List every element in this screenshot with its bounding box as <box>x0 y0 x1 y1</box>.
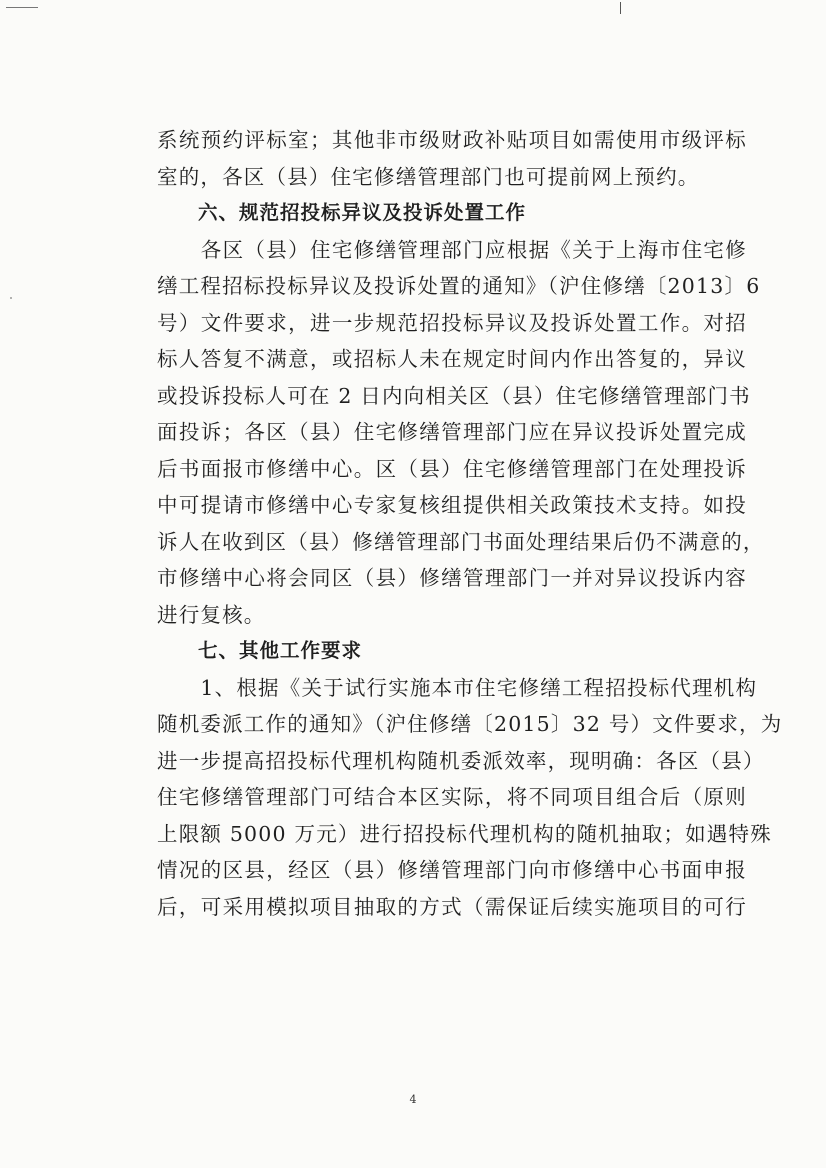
text-line: 情况的区县，经区（县）修缮管理部门向市修缮中心书面申报 <box>157 858 747 882</box>
text-line: 后书面报市修缮中心。区（县）住宅修缮管理部门在处理投诉 <box>157 456 747 481</box>
scan-mark <box>6 7 38 8</box>
text-line: 各区（县）住宅修缮管理部门应根据《关于上海市住宅修 <box>157 237 747 262</box>
text-line: 市修缮中心将会同区（县）修缮管理部门一并对异议投诉内容 <box>157 566 747 590</box>
text-line: 1、根据《关于试行实施本市住宅修缮工程招投标代理机构 <box>157 675 758 700</box>
text-line: 室的，各区（县）住宅修缮管理部门也可提前网上预约。 <box>157 164 700 189</box>
text-line: 上限额 5000 万元）进行招投标代理机构的随机抽取；如遇特殊 <box>157 821 772 846</box>
paragraph-section-7 <box>157 670 783 926</box>
text-line: 标人答复不满意，或招标人未在规定时间内作出答复的，异议 <box>157 347 747 371</box>
text-line: 住宅修缮管理部门可结合本区实际，将不同项目组合后（原则 <box>157 785 747 809</box>
text-line: 面投诉；各区（县）住宅修缮管理部门应在异议投诉处置完成 <box>157 420 747 444</box>
section-heading-7: 七、其他工作要求 <box>198 639 363 662</box>
text-line: 诉人在收到区（县）修缮管理部门书面处理结果后仍不满意的， <box>157 529 765 554</box>
document-body <box>157 122 783 925</box>
paragraph-section-6 <box>157 232 765 634</box>
text-line: 号）文件要求，进一步规范招投标异议及投诉处置工作。对招 <box>157 310 747 335</box>
text-line: 缮工程招标投标异议及投诉处置的通知》（沪住修缮〔2013〕6 <box>157 274 761 298</box>
text-line: 中可提请市修缮中心专家复核组提供相关政策技术支持。如投 <box>157 493 747 517</box>
page-number: 4 <box>409 1093 417 1106</box>
section-heading-6: 六、规范招投标异议及投诉处置工作 <box>198 201 527 224</box>
text-line: 随机委派工作的通知》（沪住修缮〔2015〕32 号）文件要求，为 <box>157 712 783 736</box>
text-line: 系统预约评标室；其他非市级财政补贴项目如需使用市级评标 <box>157 128 747 152</box>
scan-speck <box>10 297 12 299</box>
text-line: 进行复核。 <box>157 602 266 627</box>
text-line: 或投诉投标人可在 2 日内向相关区（县）住宅修缮管理部门书 <box>157 383 751 408</box>
text-line: 进一步提高招投标代理机构随机委派效率，现明确：各区（县） <box>157 748 765 773</box>
text-line: 后，可采用模拟项目抽取的方式（需保证后续实施项目的可行 <box>157 894 747 919</box>
paragraph-intro <box>157 122 747 195</box>
scan-mark <box>620 2 621 14</box>
